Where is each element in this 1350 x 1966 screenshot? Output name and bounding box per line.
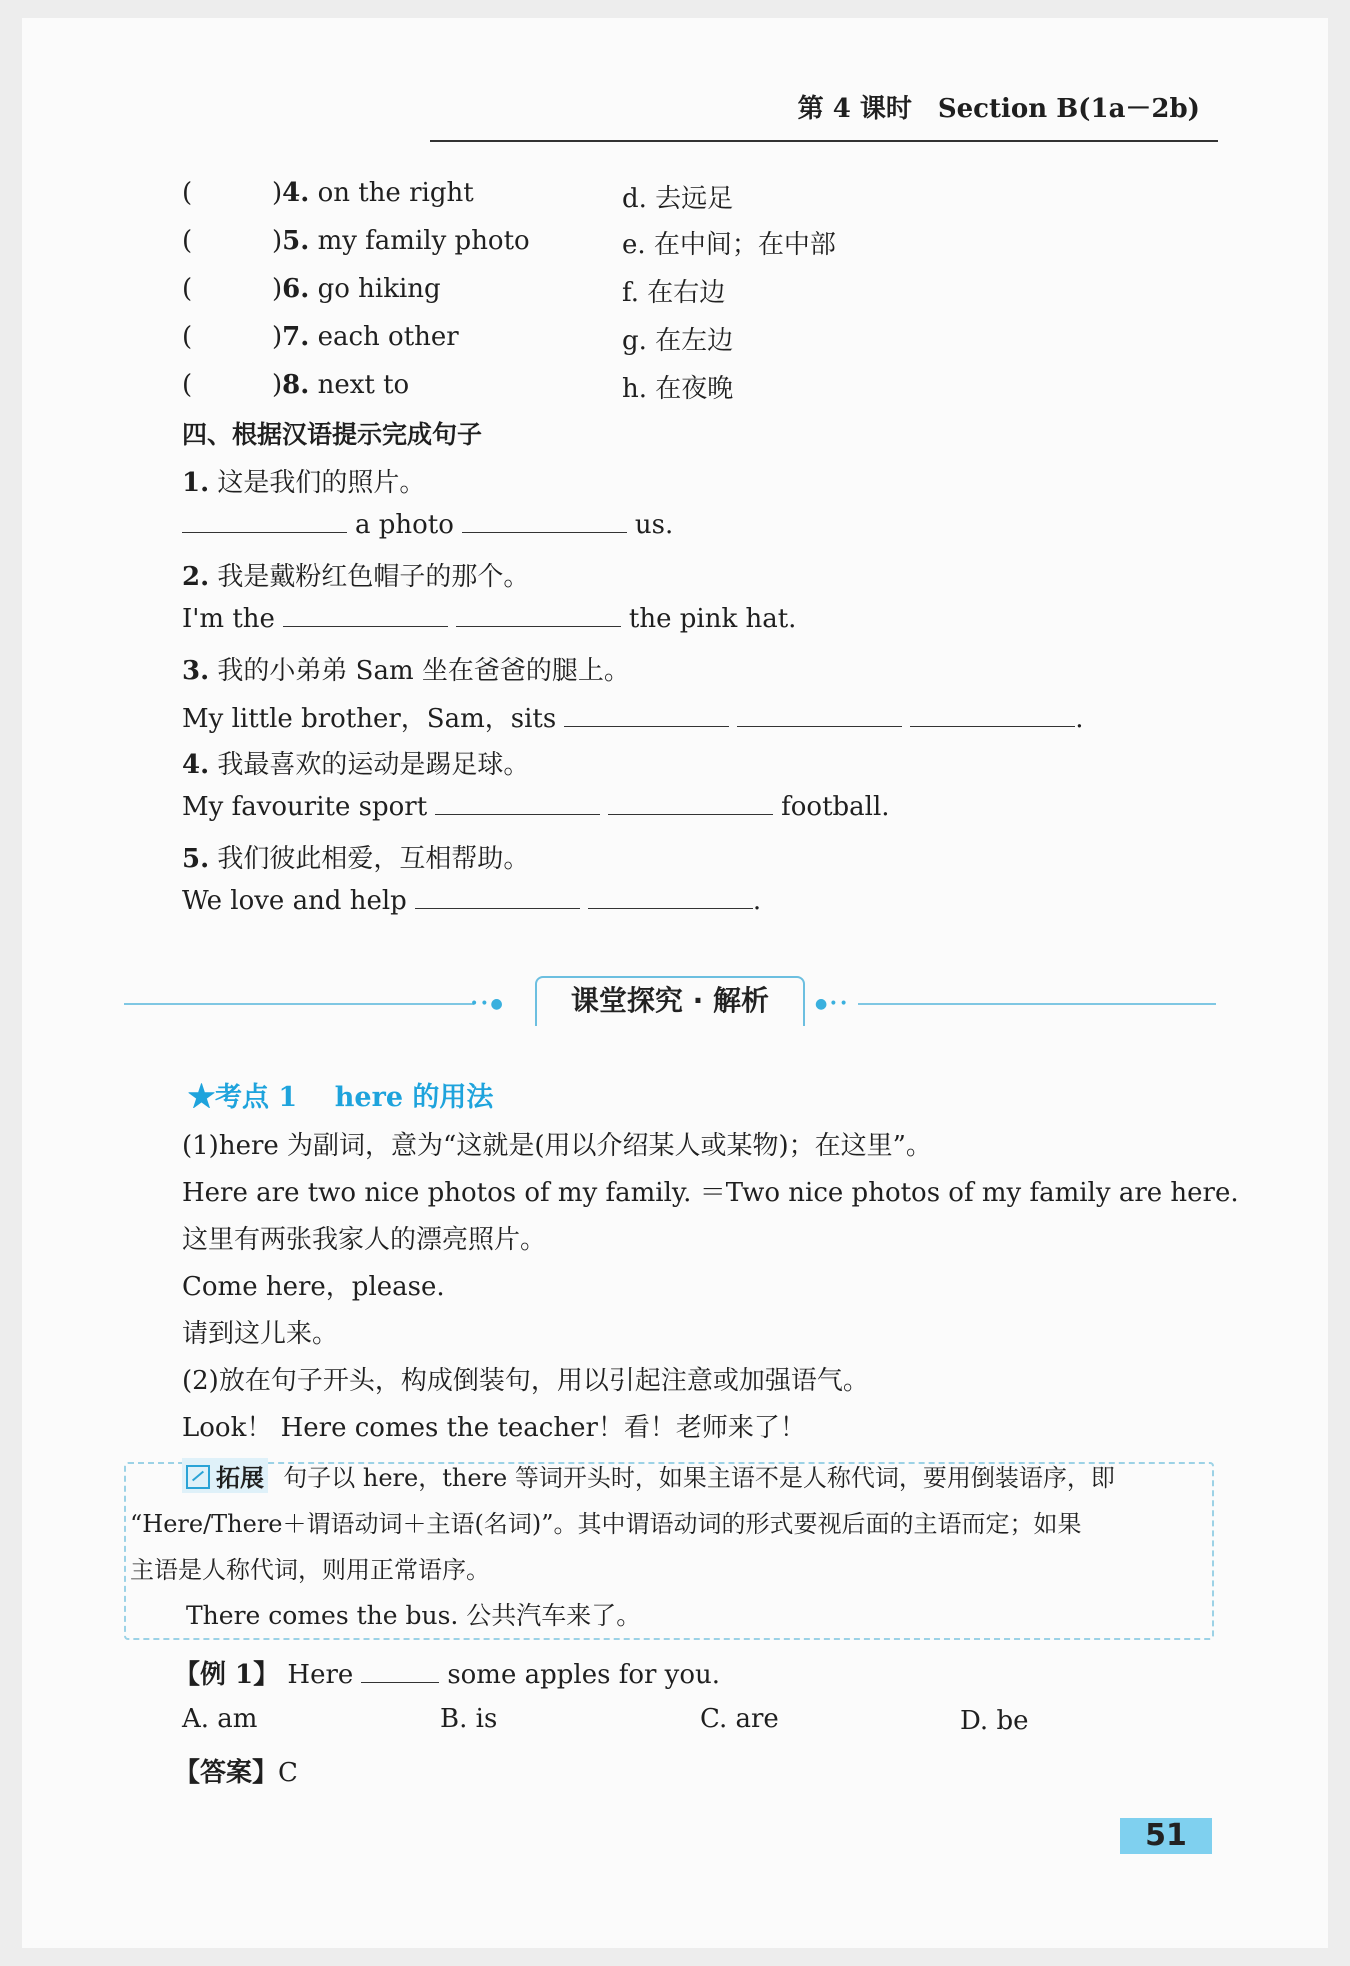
sentence-answer: a photo us. bbox=[182, 510, 673, 540]
part4-title: 四、根据汉语提示完成句子 bbox=[182, 420, 483, 449]
section-divider-right bbox=[858, 1003, 1216, 1005]
divider-dots-left: ••● bbox=[470, 996, 505, 1012]
extension-example: There comes the bus. 公共汽车来了。 bbox=[186, 1601, 642, 1630]
answer-blank[interactable] bbox=[588, 886, 753, 909]
answer-line: 【答案】C bbox=[174, 1758, 298, 1788]
explanation-line: (2)放在句子开头，构成倒装句，用以引起注意或加强语气。 bbox=[182, 1366, 869, 1396]
matching-cn: h. 在夜晚 bbox=[622, 374, 734, 404]
translation-line: 这里有两张我家人的漂亮照片。 bbox=[182, 1225, 547, 1255]
section-divider-left bbox=[124, 1003, 474, 1005]
example-sentence: Look！ Here comes the teacher！看！老师来了！ bbox=[182, 1413, 806, 1443]
sentence-prompt: 4. 我最喜欢的运动是踢足球。 bbox=[182, 750, 530, 780]
matching-cn: e. 在中间；在中部 bbox=[622, 230, 836, 260]
sentence-prompt: 2. 我是戴粉红色帽子的那个。 bbox=[182, 562, 530, 592]
option-d[interactable]: D. be bbox=[960, 1706, 1029, 1736]
divider-dots-right: ●•• bbox=[815, 996, 850, 1012]
sentence-answer: I'm the the pink hat. bbox=[182, 604, 797, 634]
sentence-answer: We love and help . bbox=[182, 886, 762, 916]
sentence-answer: My favourite sport football. bbox=[182, 792, 890, 822]
page-number: 51 bbox=[1120, 1818, 1212, 1854]
sentence-answer: My little brother，Sam，sits . bbox=[182, 704, 1084, 734]
option-c[interactable]: C. are bbox=[700, 1704, 779, 1734]
extension-line: 拓展 句子以 here，there 等词开头时，如果主语不是人称代词，要用倒装语序，即 bbox=[182, 1458, 1115, 1493]
explanation-line: (1)here 为副词，意为“这就是(用以介绍某人或某物)；在这里”。 bbox=[182, 1131, 932, 1161]
translation-line: 请到这儿来。 bbox=[182, 1319, 339, 1349]
sentence-prompt: 1. 这是我们的照片。 bbox=[182, 468, 426, 498]
answer-blank[interactable] bbox=[564, 704, 729, 727]
extension-line: “Here/There＋谓语动词＋主语(名词)”。其中谓语动词的形式要视后面的主语而定；如果 bbox=[130, 1510, 1082, 1538]
answer-blank[interactable] bbox=[737, 704, 902, 727]
option-b[interactable]: B. is bbox=[440, 1704, 498, 1734]
matching-row: ( )7. each other bbox=[182, 322, 459, 352]
expand-icon bbox=[186, 1465, 210, 1489]
option-a[interactable]: A. am bbox=[182, 1704, 258, 1734]
answer-blank[interactable] bbox=[608, 792, 773, 815]
matching-cn: g. 在左边 bbox=[622, 326, 734, 356]
example-sentence: Come here，please. bbox=[182, 1272, 445, 1302]
answer-blank[interactable] bbox=[182, 510, 347, 533]
sentence-prompt: 5. 我们彼此相爱，互相帮助。 bbox=[182, 844, 530, 874]
answer-blank[interactable] bbox=[462, 510, 627, 533]
page-header bbox=[430, 88, 1218, 142]
answer-blank[interactable] bbox=[283, 604, 448, 627]
section-tab: 课堂探究 · 解析 bbox=[535, 976, 805, 1026]
example-sentence: Here are two nice photos of my family. ＝Two nice photos of my family are here. bbox=[182, 1178, 1239, 1208]
star-icon: ★ bbox=[188, 1082, 215, 1113]
answer-blank[interactable] bbox=[456, 604, 621, 627]
matching-row: ( )5. my family photo bbox=[182, 226, 530, 256]
matching-row: ( )6. go hiking bbox=[182, 274, 441, 304]
matching-row: ( )8. next to bbox=[182, 370, 410, 400]
header-title: 第 4 课时 Section B(1a－2b) bbox=[797, 94, 1200, 124]
answer-blank[interactable] bbox=[361, 1660, 439, 1683]
matching-cn: d. 去远足 bbox=[622, 184, 734, 214]
answer-blank[interactable] bbox=[910, 704, 1075, 727]
example-question: 【例 1】 Here some apples for you. bbox=[174, 1660, 721, 1690]
kaodian-heading: ★考点 1 here 的用法 bbox=[188, 1082, 494, 1113]
matching-cn: f. 在右边 bbox=[622, 278, 726, 308]
extension-badge: 拓展 bbox=[182, 1458, 268, 1493]
extension-line: 主语是人称代词，则用正常语序。 bbox=[130, 1556, 490, 1584]
sentence-prompt: 3. 我的小弟弟 Sam 坐在爸爸的腿上。 bbox=[182, 656, 630, 686]
answer-blank[interactable] bbox=[415, 886, 580, 909]
answer-blank[interactable] bbox=[435, 792, 600, 815]
matching-row: ( )4. on the right bbox=[182, 178, 474, 208]
